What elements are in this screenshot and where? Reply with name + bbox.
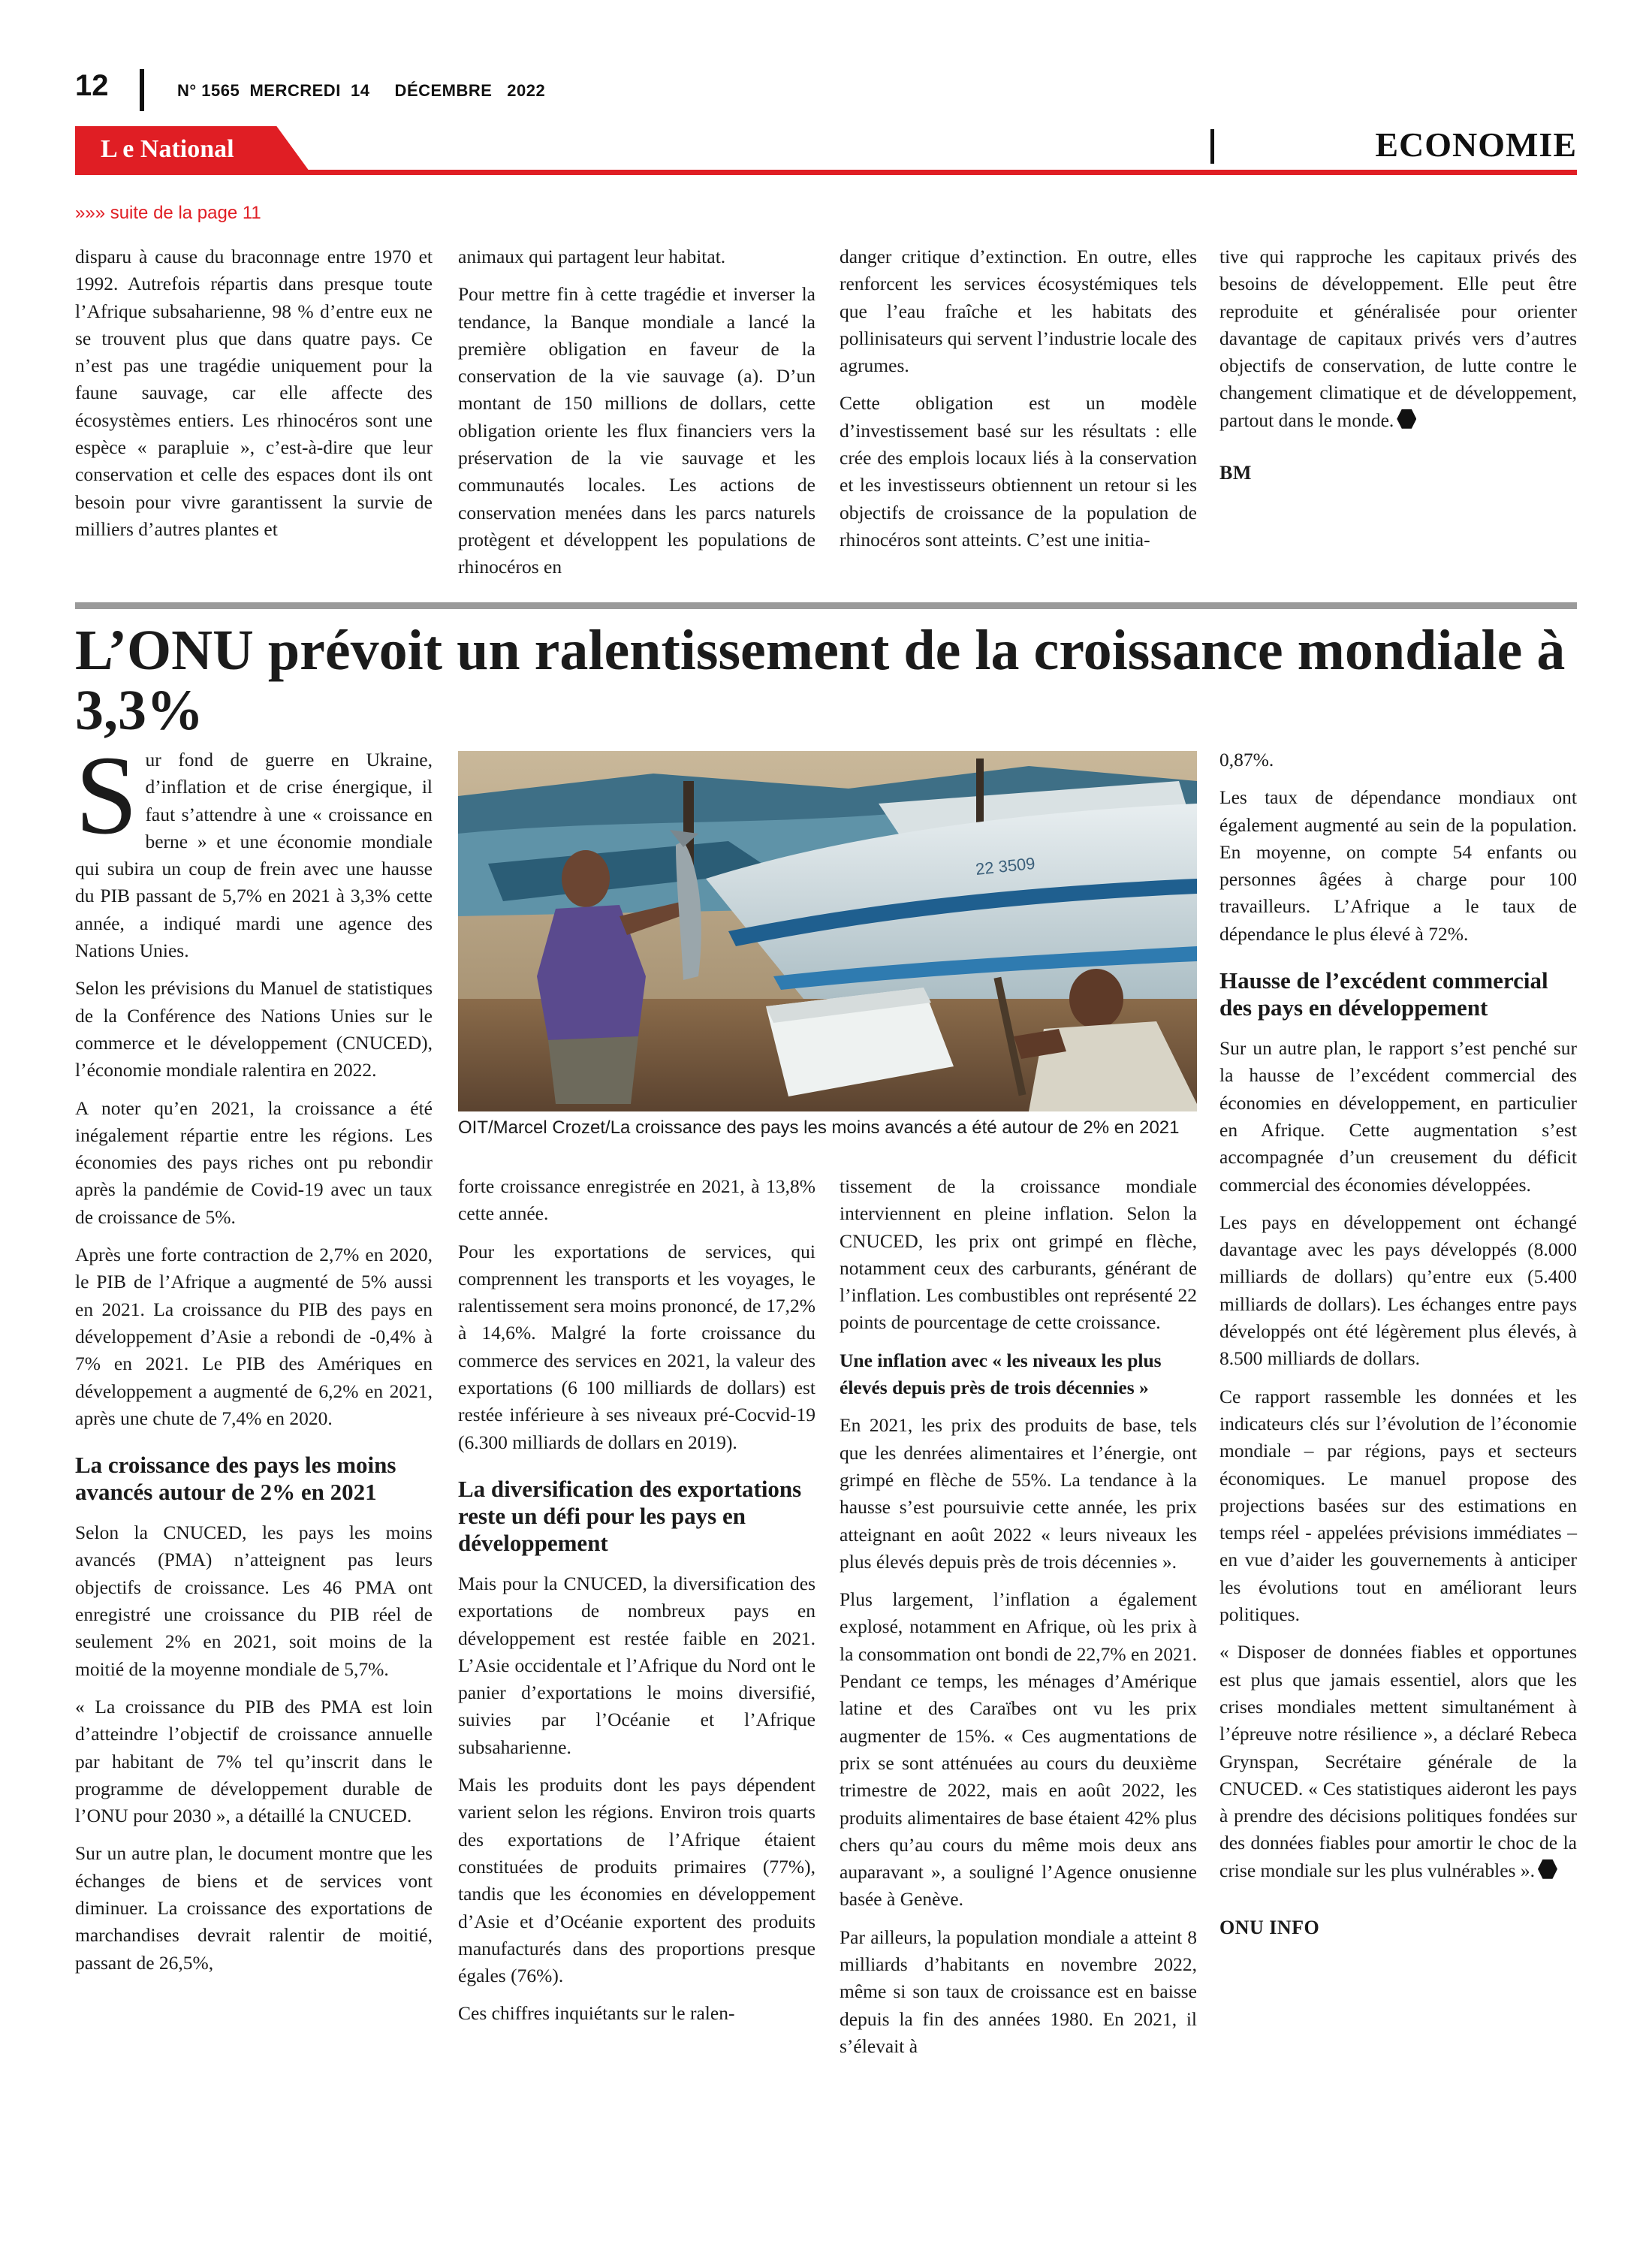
- publication-name: L e National: [101, 135, 234, 163]
- article-paragraph: tissement de la croissance mondiale interviennent en pleine inflation. Selon la CNUCED, les prix ont grimpé en flèche, notamment ceux des carburants, générant de l’inflation. Les combustibles ont représenté 22 points de pourcentage de cette croissance.: [840, 1175, 1197, 1334]
- subheading-diversification: La diversification des exportations reste un défi pour les pays en développement: [458, 1475, 802, 1556]
- prev-paragraph: Cette obligation est un modèle d’investissement basé sur les résultats : elle crée des emplois locaux liés à la conservation et les investisseurs obtiennent un retour si les objectifs de croissance de la population de rhinocéros sont atteints. C’est une initia-: [840, 392, 1197, 550]
- article-paragraph: Mais les produits dont les pays dépendent varient selon les régions. Environ trois quarts des exportations de l’Afrique étaient constituées de produits primaires (77%), tandis que les économies en développement d’Asie et d’Océanie exportent des produits manufacturés dans des proportions presque égales (76%).: [458, 1774, 815, 1987]
- article-paragraph: forte croissance enregistrée en 2021, à 13,8% cette année.: [458, 1175, 815, 1225]
- article-paragraph: Selon les prévisions du Manuel de statistiques de la Conférence des Nations Unies sur le commerce et le développement (CNUCED), l’économie mondiale ralentira en 2022.: [75, 977, 433, 1081]
- lead-paragraph: [75, 733, 433, 964]
- article-headline: L’ONU prévoit un ralentissement de la croissance mondiale à 3,3%: [75, 619, 1566, 742]
- article-col3: [840, 1173, 1197, 2071]
- subheading-trade-surplus: Hausse de l’excédent commercial des pays en développement: [1219, 967, 1548, 1021]
- subheading-inflation: Une inflation avec « les niveaux les plus élevés depuis près de trois décennies »: [840, 1349, 1162, 1399]
- article-paragraph: En 2021, les prix des produits de base, tels que les denrées alimentaires et l’énergie, ont grimpé en flèche de 55%. La tendance à la hausse s’est poursuivie cette année, les prix atteignant en août 2022 « leurs niveaux les plus élevés depuis près de trois décennies ».: [840, 1414, 1197, 1573]
- article-paragraph: Plus largement, l’inflation a également explosé, notamment en Afrique, où les prix à la consommation ont bondi de 22,7% en 2021. Pendant ce temps, les ménages d’Amérique latine et des Caraïbes ont vu les prix augmenter de 15%. « Ces augmentations de prix se sont atténuées au cours du deuxième trimestre de 2022, mais en août 2022, les produits alimentaires de base étaient 42% plus chers qu’au cours du même mois deux ans auparavant », a souligné l’Agence onusienne basée à Genève.: [840, 1588, 1197, 1911]
- subheading-pma: La croissance des pays les moins avancés autour de 2% en 2021: [75, 1452, 396, 1506]
- article-paragraph: Selon la CNUCED, les pays les moins avancés (PMA) n’atteignent pas leurs objectifs de croissance. Les 46 PMA ont enregistré une croissance du PIB réel de seulement 2% en 2021, soit moins de la moitié de la moyenne mondiale de 5,7%.: [75, 1522, 433, 1680]
- header-divider: [140, 69, 144, 111]
- prev-article-signature: BM: [1219, 462, 1252, 484]
- prev-article-col3: [840, 243, 1197, 564]
- article-paragraph: 0,87%.: [1219, 749, 1274, 771]
- article-signature: ONU INFO: [1219, 1916, 1320, 1938]
- article-paragraph: A noter qu’en 2021, la croissance a été inégalement répartie entre les régions. Les économies des pays riches ont pu rebondir après la pandémie de Covid-19 avec un taux de croissance de 5%.: [75, 1096, 433, 1228]
- prev-paragraph: danger critique d’extinction. En outre, elles renforcent les services écosystémiques tels que l’eau fraîche et les habitats des pollinisateurs qui servent l’industrie locale des agrumes.: [840, 246, 1197, 377]
- article-paragraph: Les taux de dépendance mondiaux ont également augmenté au sein de la population. En moyenne, on compte 54 enfants ou personnes âgées à charge pour 100 travailleurs. L’Afrique a le taux de dépendance le plus élevé à 72%.: [1219, 786, 1577, 945]
- photo-caption: OIT/Marcel Crozet/La croissance des pays les moins avancés a été autour de 2% en 2021: [458, 1117, 1180, 1138]
- page-number: 12: [75, 69, 109, 102]
- article-paragraph: « La croissance du PIB des PMA est loin d’atteindre l’objectif de croissance annuelle par habitant de 7% tel qu’inscrit dans le programme de développement durable de l’ONU pour 2030 », a détaillé la CNUCED.: [75, 1695, 433, 1827]
- article-paragraph: Ces chiffres inquiétants sur le ralen-: [458, 2002, 735, 2025]
- prev-article-col4: [1219, 243, 1577, 497]
- article-paragraph: Pour les exportations de services, qui comprennent les transports et les voyages, le ralentissement sera moins prononcé, de 17,2% à 14,6%. Malgré la forte croissance du commerce des services en 2021, la valeur des exportations (6 100 milliards de dollars) est restée inférieure à ses niveaux pré-Cocvid-19 (6.300 milliards de dollars en 2019).: [458, 1240, 815, 1453]
- svg-text:22 3509: 22 3509: [974, 853, 1036, 879]
- article-paragraph-text: « Disposer de données fiables et opportunes est plus que jamais essentiel, alors que les crises mondiales mettent simultanément à l’épreuve notre résilience », a déclaré Rebeca Grynspan, Secrétaire générale de la CNUCED. « Ces statistiques aideront les pays à prendre des décisions politiques fondées sur des données fiables pour amortir le choc de la crise mondiale sur les plus vulnérables ».: [1219, 1641, 1577, 1881]
- lead-text: ur fond de guerre en Ukraine, d’inflation et de crise énergique, il faut s’attendre à une « croissance en berne » et une économie mondiale qui subira un coup de frein avec une hausse du PIB passant de 5,7% en 2021 à 3,3% cette année, a indiqué mardi une agence des Nations Unies.: [75, 749, 433, 962]
- prev-paragraph: [1219, 243, 1577, 434]
- article-col4: [1219, 746, 1577, 1952]
- article-paragraph: Par ailleurs, la population mondiale a atteint 8 milliards d’habitants en novembre 2022, même si son taux de croissance est en baisse depuis la fin des années 1980. En 2021, il s’élevait à: [840, 1926, 1197, 2057]
- prev-paragraph-text: tive qui rapproche les capitaux privés des besoins de développement. Elle peut être reproduite et généralisée pour orienter davantage de capitaux privés vers d’autres objectifs de conservation, de lutte contre le changement climatique et de développement, partout dans le monde.: [1219, 246, 1577, 431]
- drop-cap: S: [75, 733, 138, 858]
- article-paragraph: Sur un autre plan, le document montre que les échanges de biens et de services vont diminuer. La croissance des exportations de marchandises devrait ralentir de moitié, passant de 26,5%,: [75, 1842, 433, 1974]
- issue-dateline: N° 1565 MERCREDI 14 DÉCEMBRE 2022: [177, 81, 546, 100]
- article-col1: [75, 733, 433, 1987]
- prev-paragraph: disparu à cause du braconnage entre 1970 et 1992. Autrefois répartis dans presque toute l’Afrique subsaharienne, 98 % d’entre eux ne se trouvent plus que dans quatre pays. Ce n’est pas une tragédie uniquement pour la faune sauvage, car elle affecte des écosystèmes entiers. Les rhinocéros sont une espèce « parapluie », c’est-à-dire que leur conservation et celle des espaces dont ils ont besoin pour vivre garantissent la survie de milliers d’autres plantes et: [75, 246, 433, 540]
- continued-from-note: »»» suite de la page 11: [75, 203, 261, 223]
- prev-paragraph: animaux qui partagent leur habitat.: [458, 246, 726, 267]
- prev-article-col2: [458, 243, 815, 592]
- prev-article-col1: [75, 243, 433, 553]
- article-paragraph: Sur un autre plan, le rapport s’est penché sur la hausse de l’excédent commercial des économies en développement, en particulier en Afrique. Cette augmentation s’est accompagnée d’un creusement du déficit commercial des économies développées.: [1219, 1037, 1577, 1196]
- hexagon-end-icon: [1397, 409, 1416, 429]
- article-paragraph: Mais pour la CNUCED, la diversification des exportations de nombreux pays en développement est restée faible en 2021. L’Asie occidentale et l’Afrique du Nord ont le panier d’exportations le moins diversifié, suivies par l’Océanie et l’Afrique subsaharienne.: [458, 1572, 815, 1758]
- article-paragraph: Les pays en développement ont échangé davantage avec les pays développés (8.000 milliards de dollars) qu’entre eux (5.400 milliards de dollars). Les échanges entre pays développés ont été légèrement plus élevés, à 8.500 milliards de dollars.: [1219, 1211, 1577, 1370]
- prev-paragraph: Pour mettre fin à cette tragédie et inverser la tendance, la Banque mondiale a lancé la première obligation en faveur de la conservation de la vie sauvage (a). D’un montant de 150 millions de dollars, cette obligation oriente les flux financiers vers la préservation de la vie sauvage et les communautés locales. Les actions de conservation menées dans les parcs naturels protègent et développent les populations de rhinocéros en: [458, 283, 815, 578]
- article-paragraph: Ce rapport rassemble les données et les indicateurs clés sur l’évolution de l’économie mondiale – par régions, pays et secteurs économiques. Le manuel propose des projections basées sur des estimations en temps réel - appelées prévisions immédiates – en vue d’aider les gouvernements à anticiper les évolutions tout en améliorant leurs politiques.: [1219, 1385, 1577, 1626]
- article-paragraph: [1219, 1639, 1577, 1884]
- header-rule: [75, 170, 1577, 175]
- section-title: ECONOMIE: [1375, 125, 1577, 164]
- article-paragraph: Après une forte contraction de 2,7% en 2020, le PIB de l’Afrique a augmenté de 5% aussi en 2021. La croissance du PIB des pays en développement d’Asie a rebondi de -0,4% à 7% en 2021. Le PIB des Amériques en développement a augmenté de 6,2% en 2021, après une chute de 7,4% en 2020.: [75, 1244, 433, 1429]
- article-col2: [458, 1173, 815, 2038]
- section-divider: [1210, 129, 1214, 164]
- hexagon-end-icon: [1538, 1859, 1557, 1879]
- article-separator: [75, 602, 1577, 609]
- fishermen-boats-photo: [458, 751, 1197, 1111]
